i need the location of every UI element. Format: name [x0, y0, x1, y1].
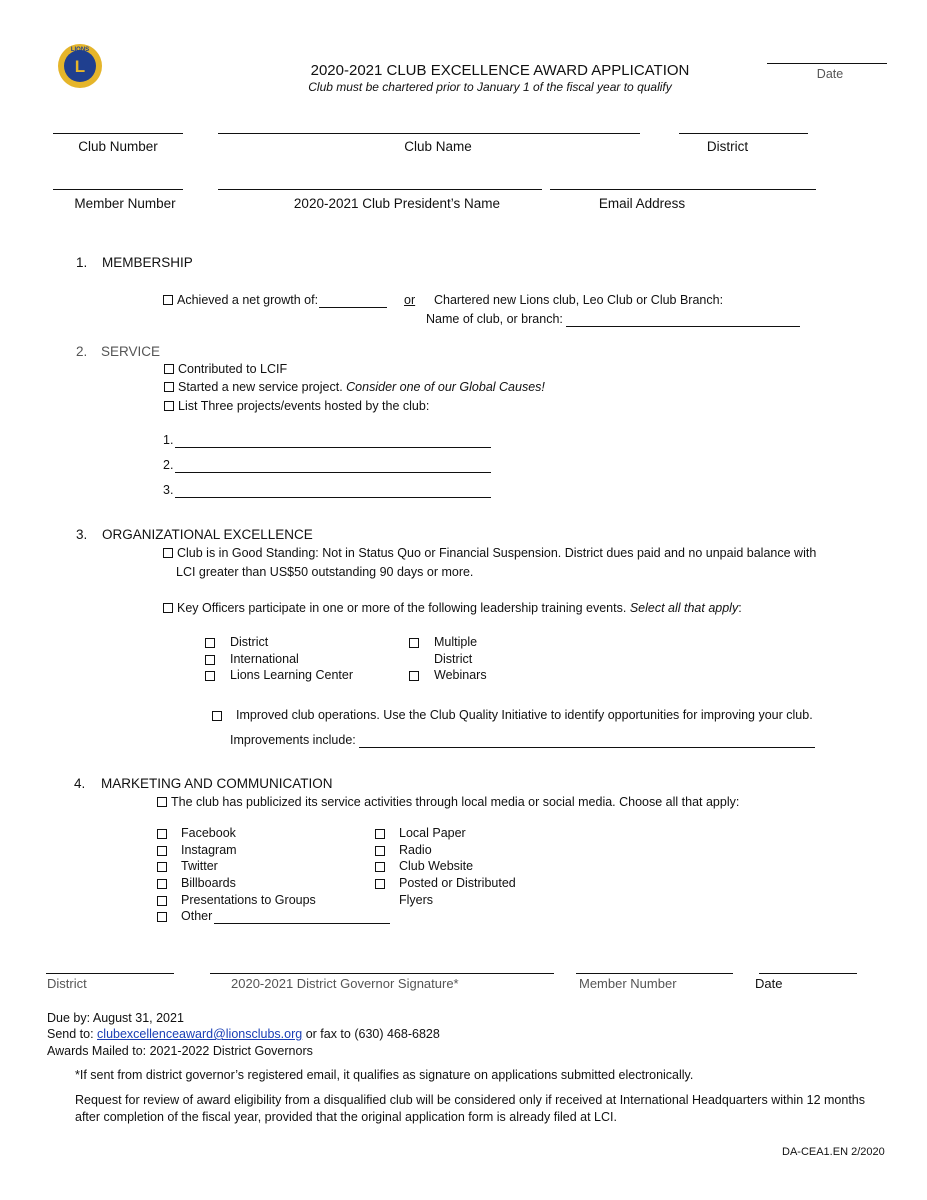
svg-text:L: L — [74, 57, 86, 76]
send-to-label: Send to: — [47, 1027, 98, 1041]
publicized-checkbox[interactable] — [157, 797, 167, 807]
new-project-row — [164, 380, 545, 394]
global-causes-text: Consider one of our Global Causes! — [346, 380, 545, 394]
project-line-3 — [163, 483, 491, 498]
form-subtitle: Club must be chartered prior to January 1 of the fiscal year to qualify — [308, 80, 672, 94]
chartered-text: Chartered new Lions club, Leo Club or Club Branch: — [434, 293, 724, 307]
select-all-colon: : — [738, 601, 742, 615]
list-three-text: List Three projects/events hosted by the club: — [178, 399, 430, 413]
facebook-checkbox[interactable] — [157, 829, 167, 839]
radio-checkbox[interactable] — [375, 846, 385, 856]
signature-note: *If sent from district governor’s registered email, it qualifies as signature on applications submitted electronically. — [75, 1068, 694, 1082]
sig-governor-line[interactable] — [210, 973, 554, 974]
sig-member-line[interactable] — [576, 973, 733, 974]
sig-member-label: Member Number — [579, 976, 677, 991]
org-heading: ORGANIZATIONAL EXCELLENCE — [102, 527, 313, 542]
billboards-label: Billboards — [181, 876, 236, 890]
form-title: 2020-2021 CLUB EXCELLENCE AWARD APPLICATION — [310, 62, 690, 79]
club-number-line[interactable] — [53, 133, 183, 134]
billboards-checkbox[interactable] — [157, 879, 167, 889]
district-line[interactable] — [679, 133, 808, 134]
email-label: Email Address — [598, 196, 686, 211]
presentations-checkbox[interactable] — [157, 896, 167, 906]
project-field[interactable] — [175, 433, 491, 448]
other-label: Other — [181, 909, 213, 923]
good-standing-row — [163, 546, 816, 560]
key-officers-text: Key Officers participate in one or more of the following leadership training events. — [177, 601, 627, 615]
name-of-club-row — [426, 312, 800, 327]
select-all-text: Select all that apply — [629, 601, 739, 615]
posted-flyers-checkbox[interactable] — [375, 879, 385, 889]
instagram-label: Instagram — [181, 843, 237, 857]
name-of-club-field[interactable] — [566, 312, 800, 327]
training-international-checkbox[interactable] — [205, 655, 215, 665]
lcif-row — [164, 362, 287, 376]
awards-mailed: Awards Mailed to: 2021-2022 District Governors — [47, 1044, 313, 1058]
training-webinars-checkbox[interactable] — [409, 671, 419, 681]
training-llc-label: Lions Learning Center — [230, 668, 353, 682]
date-label: Date — [816, 67, 844, 81]
training-webinars-label: Webinars — [434, 668, 487, 682]
project-field[interactable] — [175, 458, 491, 473]
posted-flyers-label: Posted or Distributed — [399, 876, 516, 890]
publicized-row — [157, 795, 739, 809]
date-line[interactable] — [767, 63, 887, 64]
training-llc-checkbox[interactable] — [205, 671, 215, 681]
marketing-heading: MARKETING AND COMMUNICATION — [101, 776, 333, 791]
district-label: District — [706, 139, 749, 154]
other-row — [181, 909, 390, 924]
membership-number: 1. — [76, 255, 88, 270]
training-international-label: International — [230, 652, 299, 666]
project-number: 1. — [163, 433, 174, 447]
new-project-text: Started a new service project. — [178, 380, 343, 394]
improvements-field[interactable] — [359, 733, 815, 748]
good-standing-text: Club is in Good Standing: Not in Status Quo or Financial Suspension. District dues paid and no unpaid balance with — [177, 546, 817, 560]
award-email-link[interactable]: clubexcellenceaward@lionsclubs.org — [97, 1027, 303, 1041]
good-standing-cont: LCI greater than US$50 outstanding 90 days or more. — [176, 565, 474, 579]
sig-date-label: Date — [755, 976, 783, 991]
or-text: or — [404, 293, 416, 307]
service-heading: SERVICE — [101, 344, 161, 359]
instagram-checkbox[interactable] — [157, 846, 167, 856]
improved-operations-checkbox[interactable] — [212, 711, 222, 721]
training-multiple-district-label: District — [434, 652, 473, 666]
marketing-number: 4. — [74, 776, 86, 791]
org-number: 3. — [76, 527, 88, 542]
project-line-1 — [163, 433, 491, 448]
president-name-label: 2020-2021 Club President’s Name — [293, 196, 501, 211]
new-project-checkbox[interactable] — [164, 382, 174, 392]
club-number-label: Club Number — [78, 139, 158, 154]
lcif-text: Contributed to LCIF — [178, 362, 288, 376]
fax-text: or fax to (630) 468-6828 — [302, 1027, 440, 1041]
send-to-row — [47, 1027, 440, 1041]
membership-heading: MEMBERSHIP — [102, 255, 193, 270]
improvements-label: Improvements include: — [230, 733, 356, 747]
project-field[interactable] — [175, 483, 491, 498]
sig-governor-label: 2020-2021 District Governor Signature* — [231, 976, 459, 991]
local-paper-checkbox[interactable] — [375, 829, 385, 839]
logo-text: LIONS — [70, 47, 90, 53]
twitter-checkbox[interactable] — [157, 862, 167, 872]
member-number-line[interactable] — [53, 189, 183, 190]
flyers-label: Flyers — [399, 893, 434, 907]
service-number: 2. — [76, 344, 88, 359]
other-checkbox[interactable] — [157, 912, 167, 922]
net-growth-row — [163, 293, 387, 308]
sig-district-line[interactable] — [46, 973, 174, 974]
other-field[interactable] — [214, 909, 390, 924]
improvements-row — [230, 733, 815, 748]
good-standing-checkbox[interactable] — [163, 548, 173, 558]
president-name-line[interactable] — [218, 189, 542, 190]
training-multiple-label: Multiple — [434, 635, 478, 649]
publicized-text: The club has publicized its service activities through local media or social media. Choose all that apply: — [171, 795, 740, 809]
local-paper-label: Local Paper — [399, 826, 466, 840]
form-code: DA-CEA1.EN 2/2020 — [782, 1146, 885, 1158]
project-number: 2. — [163, 458, 174, 472]
review-text-1: Request for review of award eligibility from a disqualified club will be considered only if received at International Headquarters within 12 months — [75, 1093, 865, 1107]
net-growth-text: Achieved a net growth of: — [177, 293, 319, 307]
facebook-label: Facebook — [181, 826, 236, 840]
club-name-line[interactable] — [218, 133, 640, 134]
member-number-label: Member Number — [74, 196, 176, 211]
key-officers-checkbox[interactable] — [163, 603, 173, 613]
list-three-checkbox[interactable] — [164, 401, 174, 411]
improved-operations-text: Improved club operations. Use the Club Quality Initiative to identify opportunities for improving your club. — [236, 708, 813, 722]
key-officers-row — [163, 601, 742, 615]
training-district-label: District — [230, 635, 269, 649]
due-date: Due by: August 31, 2021 — [47, 1011, 184, 1025]
training-district-checkbox[interactable] — [205, 638, 215, 648]
radio-label: Radio — [399, 843, 432, 857]
presentations-label: Presentations to Groups — [181, 893, 316, 907]
twitter-label: Twitter — [181, 859, 218, 873]
club-website-checkbox[interactable] — [375, 862, 385, 872]
lcif-checkbox[interactable] — [164, 364, 174, 374]
review-text-2: after completion of the fiscal year, provided that the original application form is already filed at LCI. — [75, 1110, 617, 1124]
sig-date-line[interactable] — [759, 973, 857, 974]
sig-district-label: District — [47, 976, 87, 991]
club-website-label: Club Website — [399, 859, 474, 873]
email-line[interactable] — [550, 189, 816, 190]
list-three-row — [164, 399, 429, 413]
training-multiple-district-checkbox[interactable] — [409, 638, 419, 648]
net-growth-field[interactable] — [319, 293, 387, 308]
club-name-label: Club Name — [404, 139, 472, 154]
net-growth-checkbox[interactable] — [163, 295, 173, 305]
lions-logo — [54, 42, 106, 90]
project-number: 3. — [163, 483, 174, 497]
project-line-2 — [163, 458, 491, 473]
name-of-club-label: Name of club, or branch: — [426, 312, 563, 326]
